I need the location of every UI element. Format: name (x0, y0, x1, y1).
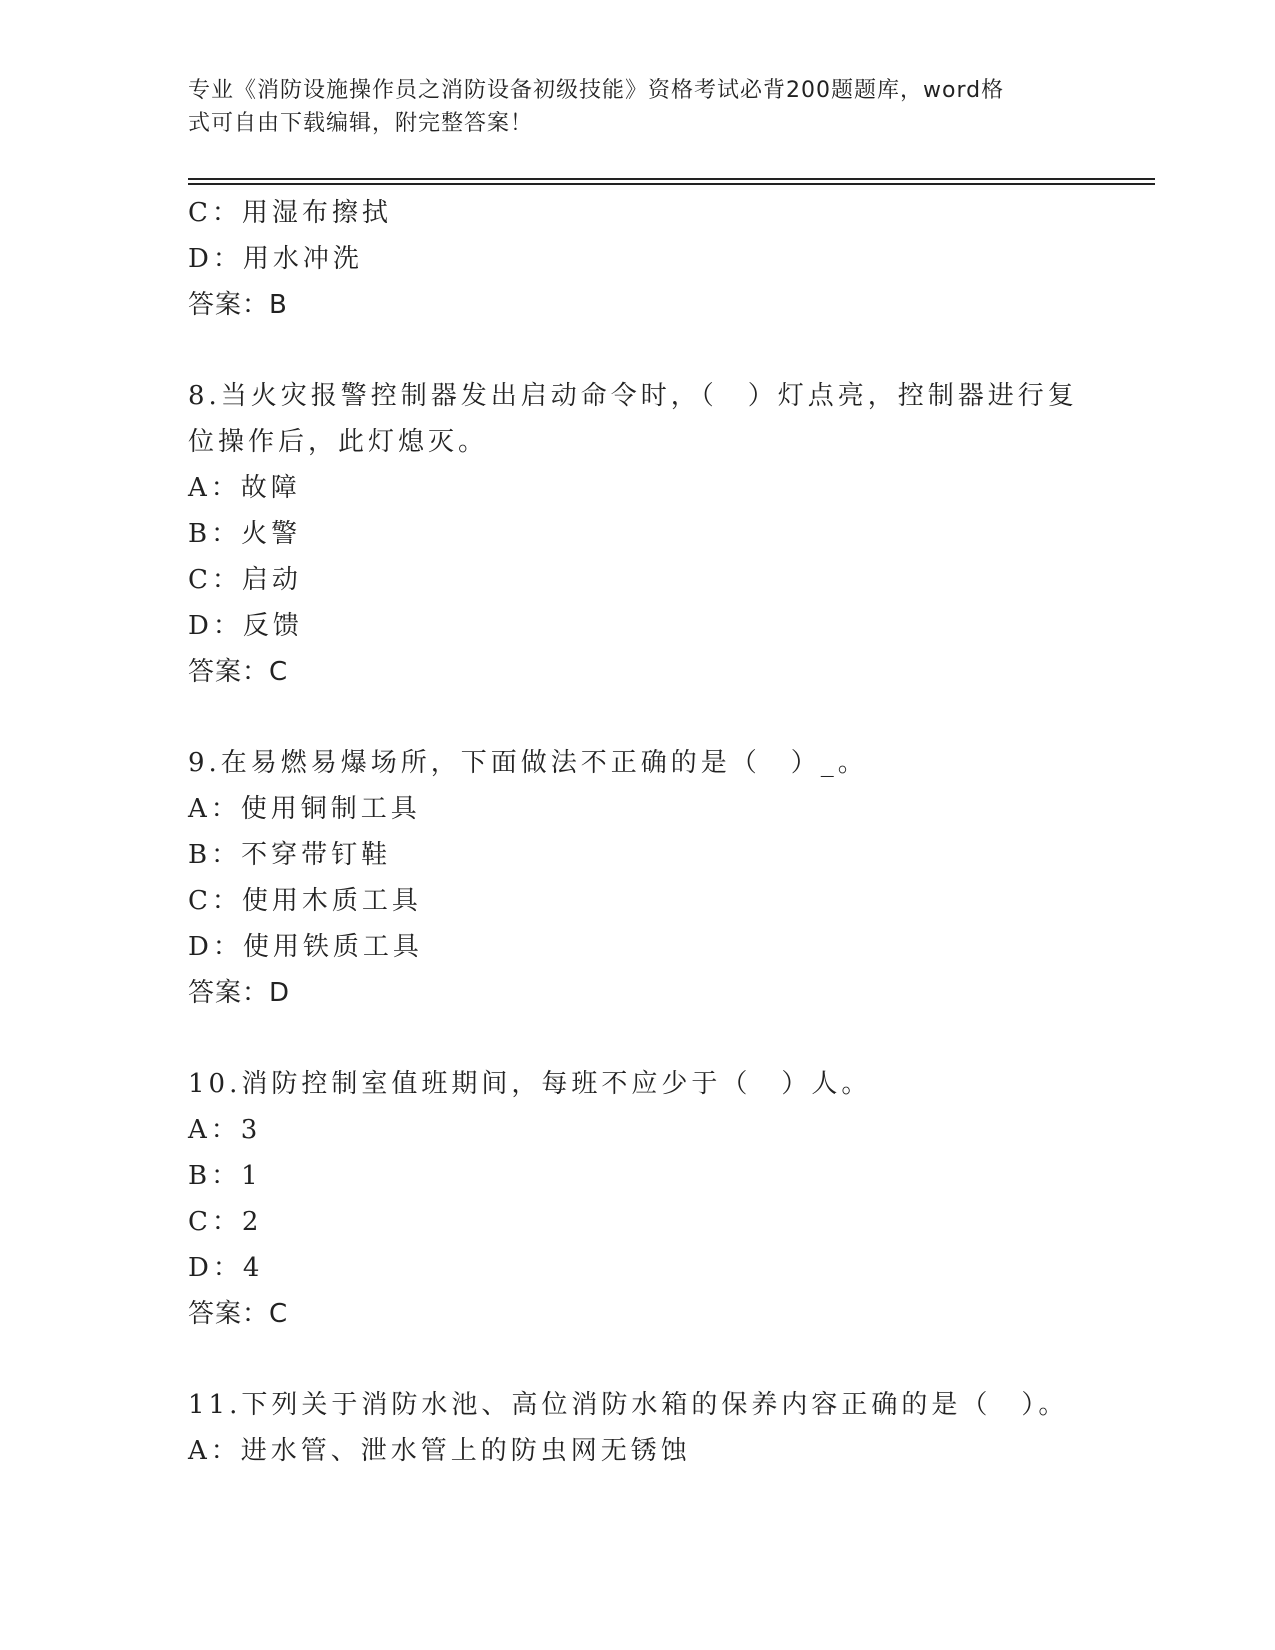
option-a: A：3 (188, 1115, 262, 1145)
option-d: D：使用铁质工具 (188, 932, 423, 962)
answer-line: 答案：B (188, 290, 288, 320)
question-9 (188, 740, 1088, 1016)
question-content (188, 190, 1088, 1474)
option-a: A：进水管、泄水管上的防虫网无锈蚀 (188, 1436, 691, 1466)
answer-line: 答案：C (188, 657, 289, 687)
option-b: B：火警 (188, 519, 302, 549)
option-a: A：故障 (188, 473, 301, 503)
question-stem-line: 9.在易燃易爆场所，下面做法不正确的是（ ）_。 (188, 748, 868, 778)
option-c: C：启动 (188, 565, 302, 595)
option-c: C：2 (188, 1207, 263, 1237)
option-b: B：不穿带钉鞋 (188, 840, 392, 870)
option-d: D：4 (188, 1253, 264, 1283)
question-stem-line: 8.当火灾报警控制器发出启动命令时，（ ）灯点亮，控制器进行复 (188, 381, 1078, 411)
question-stem-line: 位操作后，此灯熄灭。 (188, 427, 489, 457)
question-stem-line: 10.消防控制室值班期间，每班不应少于（ ）人。 (188, 1069, 872, 1099)
option-d: D：用水冲洗 (188, 244, 363, 274)
answer-line: 答案：C (188, 1299, 289, 1329)
question-7-continued (188, 190, 1088, 328)
answer-line: 答案：D (188, 978, 291, 1008)
header-line-1: 专业《消防设施操作员之消防设备初级技能》资格考试必背200题题库，word格 (188, 78, 1005, 103)
question-10 (188, 1061, 1088, 1337)
option-c: C：使用木质工具 (188, 886, 422, 916)
question-8 (188, 373, 1088, 695)
option-b: B：1 (188, 1161, 262, 1191)
page-header (188, 74, 1068, 140)
header-divider-top (188, 178, 1155, 180)
option-d: D：反馈 (188, 611, 303, 641)
header-divider-bottom (188, 183, 1155, 185)
header-line-2: 式可自由下载编辑，附完整答案！ (188, 111, 534, 136)
option-c: C：用湿布擦拭 (188, 198, 392, 228)
question-stem-line: 11.下列关于消防水池、高位消防水箱的保养内容正确的是（ ）。 (188, 1390, 1069, 1420)
question-11 (188, 1382, 1088, 1474)
option-a: A：使用铜制工具 (188, 794, 421, 824)
